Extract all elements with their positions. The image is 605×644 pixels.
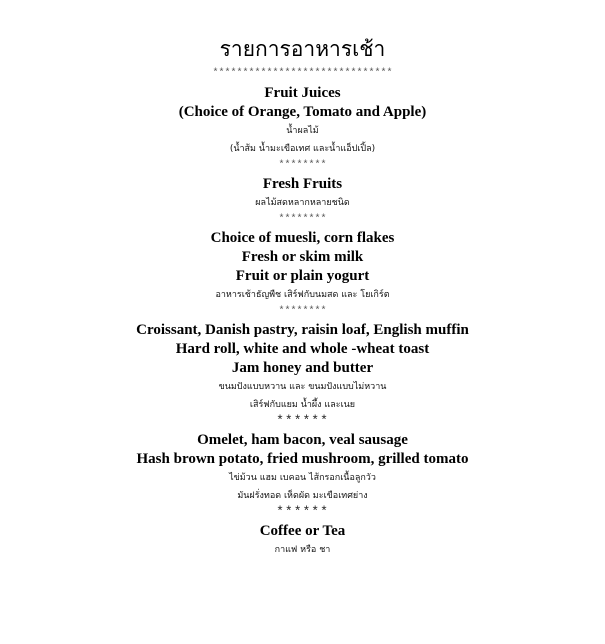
item-english: Coffee or Tea xyxy=(259,523,346,539)
item-english: Croissant, Danish pastry, raisin loaf, English muffin xyxy=(136,322,469,338)
item-english: Hash brown potato, fried mushroom, grilled tomato xyxy=(136,451,469,467)
item-thai: (น้ำส้ม น้ำมะเขือเทศ และน้ำแอ็ปเปิ้ล) xyxy=(229,144,376,154)
item-thai: ผลไม้สดหลากหลายชนิด xyxy=(255,198,350,208)
section-cereal xyxy=(0,229,605,318)
item-english: (Choice of Orange, Tomato and Apple) xyxy=(178,104,427,120)
title-divider: ****************************** xyxy=(212,68,393,79)
item-thai: อาหารเช้าธัญพืช เสิร์ฟกับนมสด และ โยเกิร์ต xyxy=(215,290,390,300)
item-english: Jam honey and butter xyxy=(231,360,374,376)
section-fresh-fruits xyxy=(0,175,605,226)
section-fruit-juices xyxy=(0,84,605,172)
item-thai: ไข่ม้วน แฮม เบคอน ไส้กรอกเนื้อลูกวัว xyxy=(229,473,376,483)
item-thai: เสิร์ฟกับแยม น้ำผึ้ง และเนย xyxy=(249,400,356,410)
section-bakery xyxy=(0,321,605,429)
menu-title: รายการอาหารเช้า xyxy=(219,37,386,61)
item-english: Choice of muesli, corn flakes xyxy=(210,230,395,246)
item-english: Fresh or skim milk xyxy=(241,249,364,265)
item-thai: น้ำผลไม้ xyxy=(286,126,319,136)
section-divider: ******** xyxy=(278,214,327,225)
section-divider: ****** xyxy=(276,413,329,428)
item-thai: ขนมปังแบบหวาน และ ขนมปังแบบไม่หวาน xyxy=(218,382,387,392)
section-divider: ******** xyxy=(278,306,327,317)
item-thai: มันฝรั่งทอด เห็ดผัด มะเขือเทศย่าง xyxy=(237,491,368,501)
item-english: Fresh Fruits xyxy=(262,176,343,192)
item-english: Omelet, ham bacon, veal sausage xyxy=(197,432,408,448)
section-divider: ******** xyxy=(278,160,327,171)
section-divider: ****** xyxy=(276,504,329,519)
item-english: Fruit Juices xyxy=(264,85,341,101)
item-english: Hard roll, white and whole -wheat toast xyxy=(175,341,430,357)
item-thai: กาแฟ หรือ ชา xyxy=(274,545,331,555)
section-hot-dishes xyxy=(0,431,605,520)
section-beverages xyxy=(0,522,605,557)
item-english: Fruit or plain yogurt xyxy=(235,268,370,284)
